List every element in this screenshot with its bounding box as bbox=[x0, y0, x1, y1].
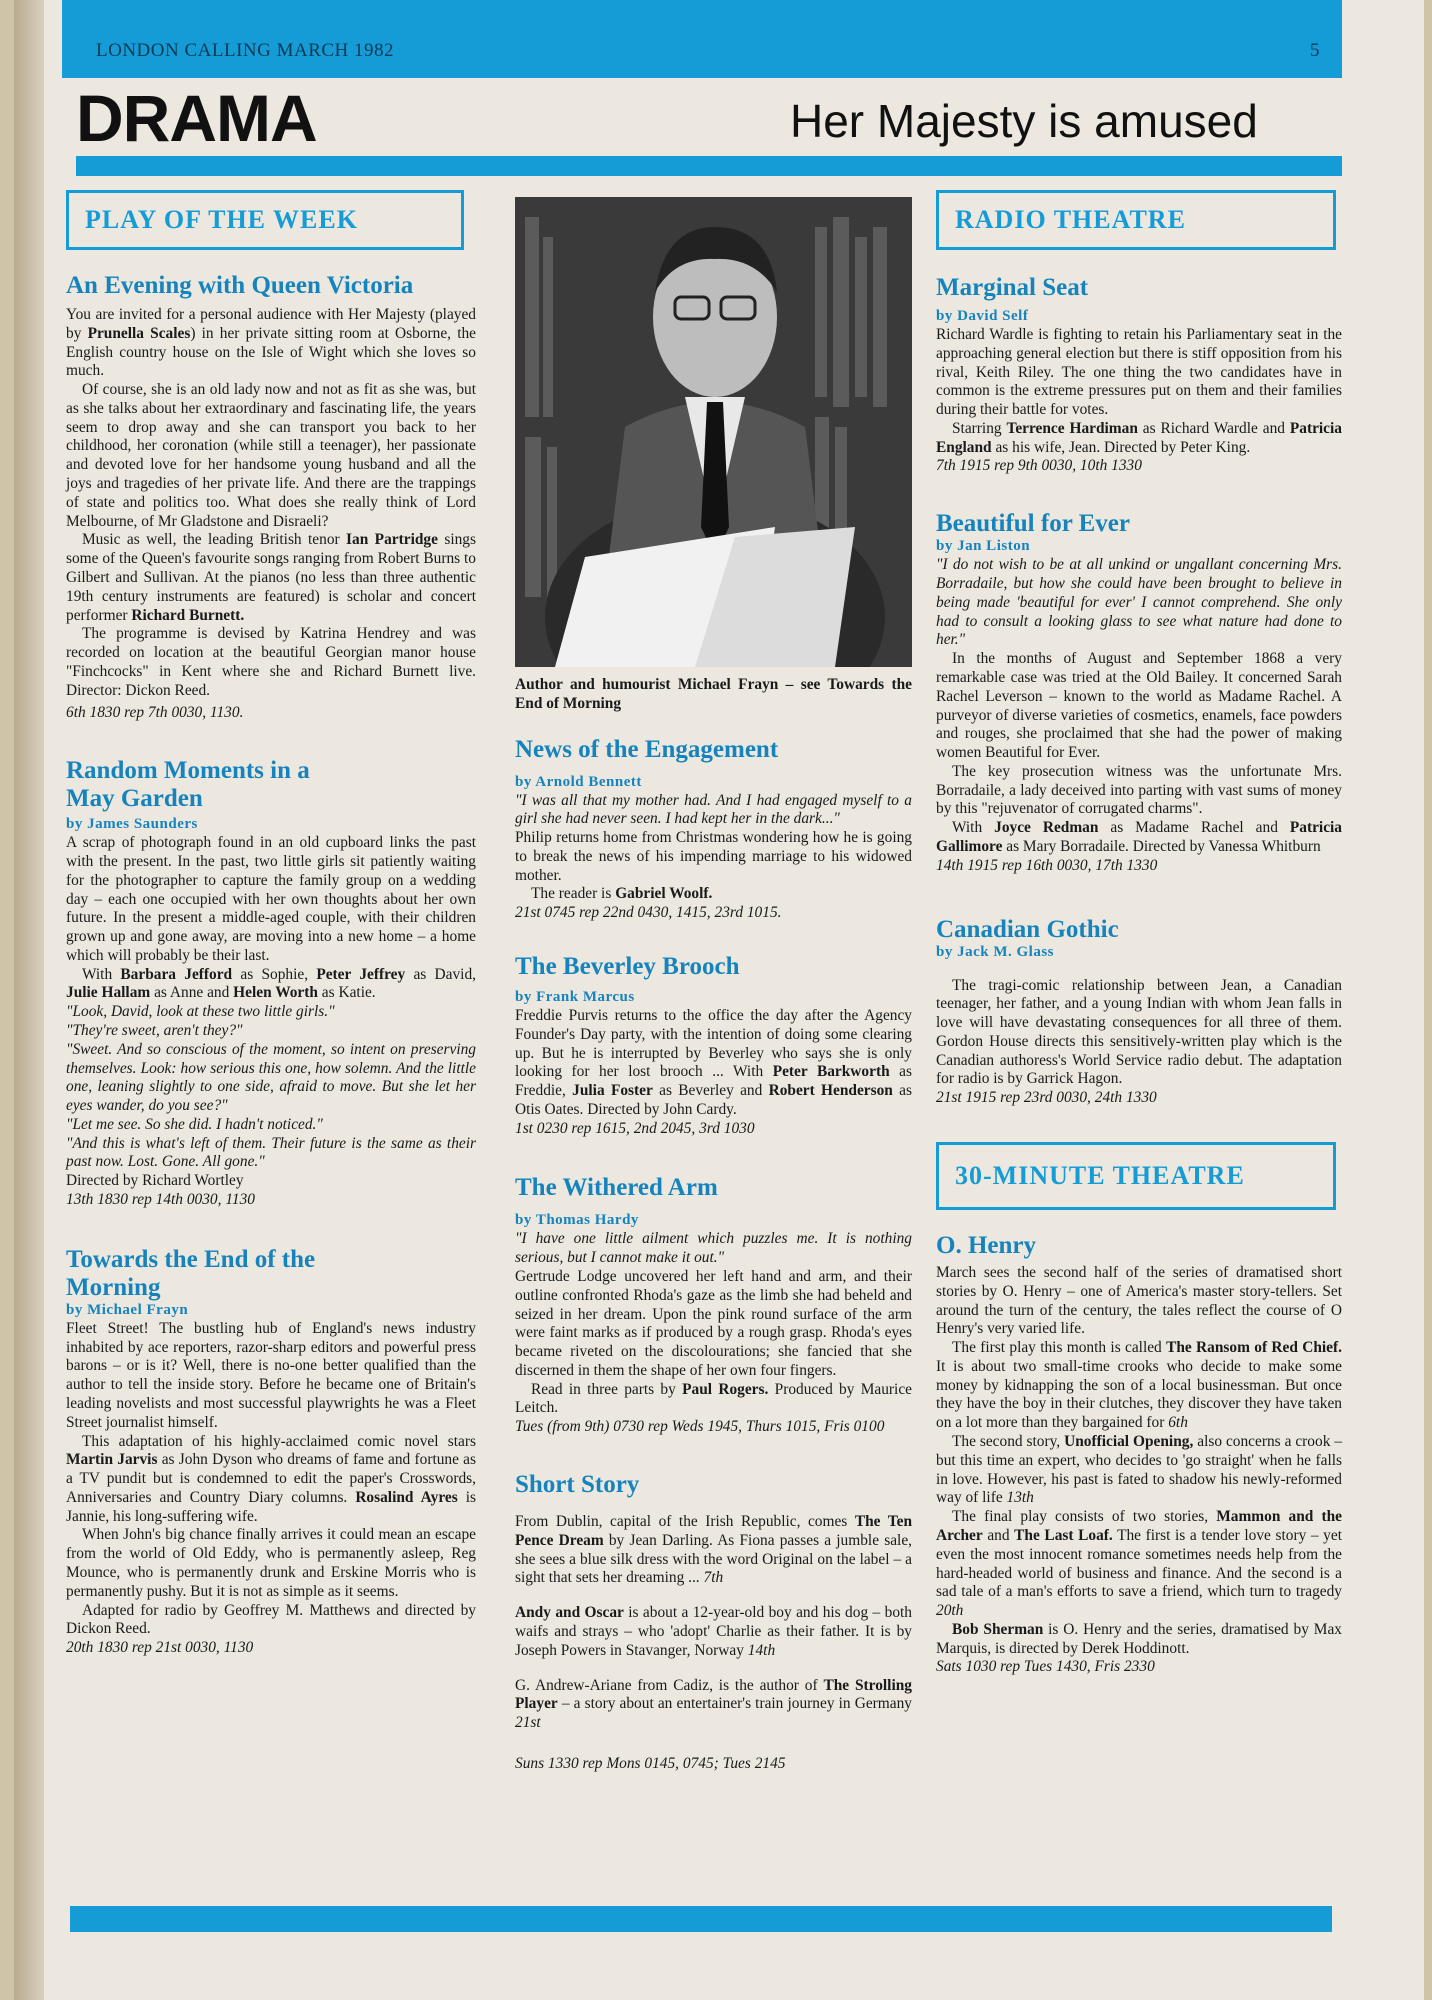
article-paragraph: Music as well, the leading British tenor Ian Partridge sings some of the Queen's favourite songs ranging from Robert Burns to Gilbert and Sullivan. At the pianos (no less than three authentic 19th century instruments are featured) is scholar and concert performer Richard Burnett. bbox=[66, 531, 476, 624]
quote-paragraph: "I have one little ailment which puzzles me. It is nothing serious, but I cannot make it out." bbox=[515, 1230, 912, 1267]
article-paragraph: G. Andrew-Ariane from Cadiz, is the author of The Strolling Player – a story about an entertainer's train journey in Germany 21st bbox=[515, 1676, 912, 1732]
article-title: Towards the End of the Morning bbox=[66, 1245, 316, 1301]
article-title: The Withered Arm bbox=[515, 1174, 718, 1202]
article-byline: by Jack M. Glass bbox=[936, 943, 1055, 960]
article-news-of-engagement bbox=[515, 736, 912, 923]
page-headline: Her Majesty is amused bbox=[790, 95, 1258, 147]
top-blue-band bbox=[62, 0, 1342, 78]
article-paragraph: Philip returns home from Christmas wondering how he is going to break the news of his impending marriage to his widowed mother. bbox=[515, 829, 912, 884]
thirty-minute-theatre-box: 30-MINUTE THEATRE bbox=[936, 1142, 1336, 1210]
article-title: Short Story bbox=[515, 1471, 640, 1499]
broadcast-times: 1st 0230 rep 1615, 2nd 2045, 3rd 1030 bbox=[515, 1119, 755, 1137]
broadcast-times: 21st 0745 rep 22nd 0430, 1415, 23rd 1015. bbox=[515, 904, 782, 922]
article-title: Marginal Seat bbox=[936, 274, 1089, 301]
article-title: Random Moments in a May Garden bbox=[66, 757, 310, 813]
article-byline: by Jan Liston bbox=[936, 538, 1031, 555]
play-of-the-week-box: PLAY OF THE WEEK bbox=[66, 190, 464, 250]
article-paragraph: From Dublin, capital of the Irish Republic, comes The Ten Pence Dream by Jean Darling. As Fiona passes a jumble sale, she sees a blue silk dress with the word Original on the label – a sight that sets her dreaming ... 7th bbox=[515, 1513, 913, 1587]
article-towards-end-of-morning bbox=[66, 1246, 476, 1658]
article-canadian-gothic bbox=[936, 916, 1342, 1108]
article-short-story bbox=[515, 1471, 912, 1774]
article-paragraph: With Joyce Redman as Madame Rachel and Patricia Gallimore as Mary Borradaile. Directed by Vanessa Whitburn bbox=[936, 819, 1342, 855]
article-paragraph: Freddie Purvis returns to the office the day after the Agency Founder's Day party, with the intention of doing some clearing up. But he is interrupted by Beverley who says she is only looking for her lost brooch ... With Peter Barkworth as Freddie, Julia Foster as Beverley and Robert Henderson as Otis Oates. Directed by John Cardy. bbox=[515, 1006, 912, 1118]
broadcast-times: 6th 1830 rep 7th 0030, 1130. bbox=[66, 704, 244, 722]
article-paragraph: A scrap of photograph found in an old cupboard links the past with the present. In the past, two little girls sit patiently waiting for the photographer to capture the family group on a wedding day – each one occupied with her own thoughts about her own future. In the present a middle-aged couple, with their children grown up and gone away, are moving into a new home – a home which will probably be their last. bbox=[66, 834, 476, 964]
article-paragraph: The first play this month is called The Ransom of Red Chief. It is about two small-time crooks who decide to make some money by kidnapping the son of a local businessman. But once they have the boy in their clutches, they discover they have taken on a lot more than they bargained for 6th bbox=[936, 1339, 1342, 1432]
article-paragraph: Andy and Oscar is about a 12-year-old boy and his dog – both waifs and strays – who 'adopt' Charlie as their father. It is by Joseph Powers in Stavanger, Norway 14th bbox=[515, 1604, 912, 1659]
running-head: LONDON CALLING MARCH 1982 bbox=[96, 40, 395, 61]
photo-illustration bbox=[515, 197, 912, 667]
article-paragraph: The final play consists of two stories, Mammon and the Archer and The Last Loaf. The first is a tender love story – yet even the most innocent romance sometimes needs help from the hard-headed world of business and finance. And the second is a sad tale of a man's efforts to save a friend, which turn to tragedy 20th bbox=[936, 1508, 1342, 1620]
article-beautiful-for-ever bbox=[936, 510, 1342, 875]
broadcast-times: Sats 1030 rep Tues 1430, Fris 2330 bbox=[936, 1658, 1155, 1676]
article-paragraph: The reader is Gabriel Woolf. bbox=[531, 885, 713, 903]
article-title: O. Henry bbox=[936, 1232, 1036, 1259]
broadcast-times: 13th 1830 rep 14th 0030, 1130 bbox=[66, 1191, 255, 1209]
article-o-henry bbox=[936, 1232, 1342, 1677]
article-paragraph: This adaptation of his highly-acclaimed comic novel stars Martin Jarvis as John Dyson who dreams of fame and fortune as a TV pundit but is condemned to edit the paper's Crosswords, Anniversaries and Country Diary columns. Rosalind Ayres is Jannie, his long-suffering wife. bbox=[66, 1432, 477, 1525]
article-random-moments bbox=[66, 757, 476, 1210]
article-title: News of the Engagement bbox=[515, 735, 779, 763]
article-byline: by David Self bbox=[936, 308, 1029, 324]
broadcast-times: Tues (from 9th) 0730 rep Weds 1945, Thurs 1015, Fris 0100 bbox=[515, 1418, 885, 1436]
quote-paragraph: "I was all that my mother had. And I had engaged myself to a girl she had never seen. I had kept her in the dark..." bbox=[515, 791, 912, 828]
header-rule bbox=[76, 156, 1342, 176]
article-paragraph: Of course, she is an old lady now and not as fit as she was, but as she talks about her extraordinary and fascinating life, the years seem to drop away and she can transport you back to her childhood, her coronation (while still a teenager), her passionate and devoted love for her handsome young husband and all the joys and tragedies of her private life. And there are the trappings of state and politics too. What does she really think of Lord Melbourne, of Mr Gladstone and Disraeli? bbox=[66, 381, 476, 530]
broadcast-times: 14th 1915 rep 16th 0030, 17th 1330 bbox=[936, 856, 1158, 874]
quote-line: "And this is what's left of them. Their future is the same as their past now. Lost. Gone. All gone." bbox=[66, 1134, 476, 1171]
article-paragraph: You are invited for a personal audience with Her Majesty (played by Prunella Scales) in her private sitting room at Osborne, the English country house on the Isle of Wight which she loves so much. bbox=[66, 306, 476, 380]
quote-line: "They're sweet, aren't they?" bbox=[66, 1022, 243, 1039]
article-paragraph: Bob Sherman is O. Henry and the series, dramatised by Max Marquis, is directed by Derek Hoddinott. bbox=[936, 1620, 1342, 1657]
page-spine-shadow bbox=[14, 0, 44, 2000]
quote-line: "Let me see. So she did. I hadn't noticed." bbox=[66, 1115, 323, 1133]
article-paragraph: The tragi-comic relationship between Jean, a Canadian teenager, her father, and a young Indian with whom Jean falls in love will have devastating consequences for all three of them. Gordon House directs this sensitively-written play which is the Canadian authoress's World Service radio debut. The adaptation for radio is by Garrick Hagon. bbox=[936, 976, 1342, 1088]
broadcast-times: 7th 1915 rep 9th 0030, 10th 1330 bbox=[936, 457, 1142, 475]
quote-line: "Sweet. And so conscious of the moment, so intent on preserving themselves. Look: how serious this one, how solemn. And the little one, leaning slightly to one side, afraid to move. But she let her eyes wander, do you see?" bbox=[66, 1040, 476, 1115]
article-withered-arm bbox=[515, 1174, 912, 1437]
page-number: 5 bbox=[1310, 40, 1320, 61]
article-beverley-brooch bbox=[515, 953, 912, 1138]
article-title: An Evening with Queen Victoria bbox=[66, 272, 414, 299]
article-paragraph: Fleet Street! The bustling hub of England's news industry inhabited by ace reporters, razor-sharp editors and powerful press barons – or is it? Well, there is no-one better qualified than the author to tell the inside story. Before he became one of Britain's leading novelists and most successful playwrights he was a Fleet Street journalist himself. bbox=[66, 1319, 476, 1431]
broadcast-times: 21st 1915 rep 23rd 0030, 24th 1330 bbox=[936, 1089, 1157, 1107]
section-title: DRAMA bbox=[76, 81, 317, 155]
article-paragraph: Read in three parts by Paul Rogers. Produced by Maurice Leitch. bbox=[515, 1380, 912, 1417]
quote-paragraph: "I do not wish to be at all unkind or ungallant concerning Mrs. Borradaile, but how she could have been brought to believe in being made 'beautiful for ever' I cannot comprehend. She only had to consult a looking glass to see what nature had done to her." bbox=[936, 556, 1342, 649]
article-paragraph: In the months of August and September 1868 a very remarkable case was tried at the Old Bailey. It concerned Sarah Rachel Leverson – known to the world as Madame Rachel. A purveyor of diverse varieties of cosmetics, enamels, face powders and rouges, she proclaimed that she had the power of making women Beautiful for Ever. bbox=[936, 650, 1342, 762]
article-paragraph: Gertrude Lodge uncovered her left hand and arm, and their outline confronted Rhoda's gaze as the limb she had beheld and seized in her dream. Upon the pink round surface of the arm were faint marks as if produced by a rough grasp. Rhoda's eyes became riveted on the discolourations; she fancied that she discerned in them the shape of her own four fingers. bbox=[515, 1268, 912, 1379]
radio-theatre-box: RADIO THEATRE bbox=[936, 190, 1336, 250]
article-byline: by Michael Frayn bbox=[66, 1301, 189, 1318]
article-byline: by Frank Marcus bbox=[515, 988, 635, 1005]
article-marginal-seat bbox=[936, 274, 1342, 476]
article-paragraph: Starring Terrence Hardiman as Richard Wardle and Patricia England as his wife, Jean. Directed by Peter King. bbox=[936, 419, 1342, 456]
column-middle bbox=[515, 197, 912, 1774]
article-byline: by Thomas Hardy bbox=[515, 1212, 639, 1229]
quote-line: "Look, David, look at these two little girls." bbox=[66, 1003, 335, 1021]
article-title: Beautiful for Ever bbox=[936, 510, 1130, 538]
article-title: Canadian Gothic bbox=[936, 915, 1119, 943]
article-paragraph: Adapted for radio by Geoffrey M. Matthews and directed by Dickon Reed. bbox=[66, 1601, 476, 1638]
article-paragraph: With Barbara Jefford as Sophie, Peter Jeffrey as David, Julie Hallam as Anne and Helen Worth as Katie. bbox=[66, 965, 476, 1002]
column-right bbox=[936, 190, 1342, 1677]
article-evening-with-queen-victoria bbox=[66, 272, 476, 723]
column-left bbox=[66, 190, 476, 1658]
article-title: The Beverley Brooch bbox=[515, 952, 740, 980]
article-paragraph: The key prosecution witness was the unfortunate Mrs. Borradaile, a lady deceived into parting with vast sums of money by this "rejuvenator of corrugated charms". bbox=[936, 762, 1342, 818]
bottom-blue-band bbox=[70, 1906, 1332, 1932]
photo-caption: Author and humourist Michael Frayn – see Towards the End of Morning bbox=[515, 676, 912, 713]
broadcast-times: 20th 1830 rep 21st 0030, 1130 bbox=[66, 1639, 254, 1657]
article-paragraph: The programme is devised by Katrina Hendrey and was recorded on location at the beautiful Georgian manor house "Finchcocks" in Kent where she and Richard Burnett live. Director: Dickon Reed. bbox=[66, 625, 476, 699]
article-paragraph: March sees the second half of the series of dramatised short stories by O. Henry – one of America's master story-tellers. Set around the turn of the century, the tales reflect the course of O Henry's very varied life. bbox=[936, 1264, 1342, 1338]
director-credit: Directed by Richard Wortley bbox=[66, 1172, 244, 1190]
article-paragraph: Richard Wardle is fighting to retain his Parliamentary seat in the approaching general election but there is stiff opposition from his rival, Keith Riley. The one thing the two candidates have in common is the extreme pressures put on them and their families during their battle for votes. bbox=[936, 326, 1342, 419]
author-photo bbox=[515, 197, 912, 667]
broadcast-times: Suns 1330 rep Mons 0145, 0745; Tues 2145 bbox=[515, 1754, 786, 1772]
article-byline: by James Saunders bbox=[66, 816, 198, 833]
article-paragraph: The second story, Unofficial Opening, also concerns a crook – but this time an expert, who decides to 'go straight' when he falls in love. However, his past is fated to shadow his newly-reformed way of life 13th bbox=[936, 1433, 1343, 1507]
article-paragraph: When John's big chance finally arrives it could mean an escape from the world of Old Eddy, who is permanently asleep, Reg Mounce, who is permanently drunk and Erskine Morris who is permanently pushy. But it is not as simple as it seems. bbox=[66, 1526, 476, 1600]
article-byline: by Arnold Bennett bbox=[515, 773, 642, 790]
